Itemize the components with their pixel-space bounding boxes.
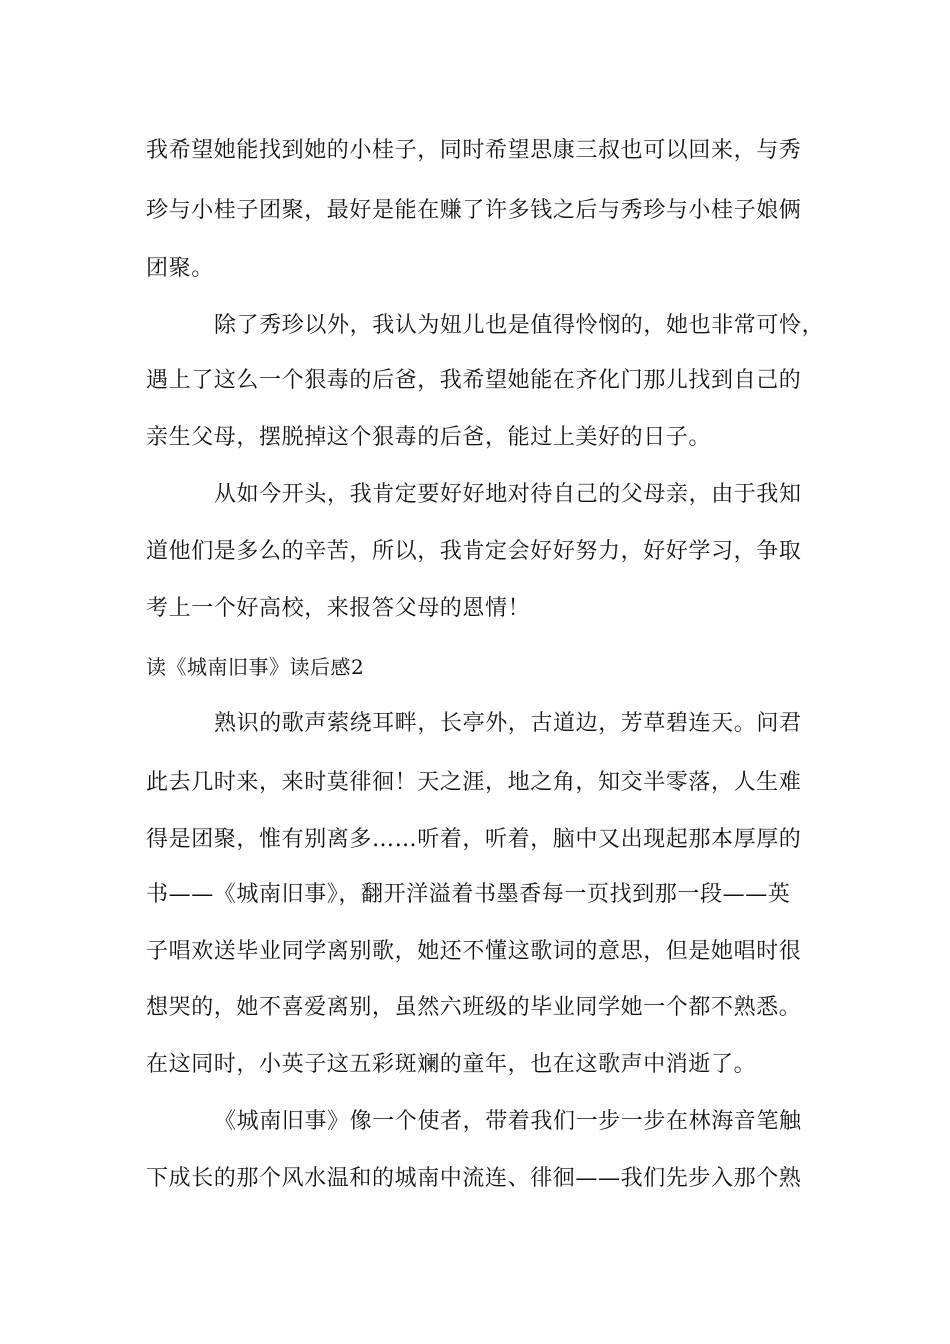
paragraph-line: 此去几时来，来时莫徘徊！天之涯，地之角，知交半零落，人生难 [146,770,802,795]
paragraph-line: 书——《城南旧事》，翻开洋溢着书墨香每一页找到那一段——英 [146,882,791,907]
paragraph-line: 团聚。 [146,256,214,281]
paragraph-line: 道他们是多么的辛苦，所以，我肯定会好好努力，好好学习，争取 [146,539,802,564]
paragraph-line: 我希望她能找到她的小桂子，同时希望思康三叔也可以回来，与秀 [146,138,802,163]
paragraph-line: 下成长的那个风水温和的城南中流连、徘徊——我们先步入那个熟 [146,1166,802,1191]
paragraph-line: 子唱欢送毕业同学离别歌，她还不懂这歌词的意思，但是她唱时很 [146,939,802,964]
paragraph-line: 考上一个好高校，来报答父母的恩情！ [146,596,531,621]
paragraph-line: 得是团聚，惟有别离多……听着，听着，脑中又出现起那本厚厚的 [146,827,802,852]
paragraph-line: 从如今开头，我肯定要好好地对待自己的父母亲，由于我知 [214,482,802,507]
paragraph-line: 《城南旧事》像一个使者，带着我们一步一步在林海音笔触 [214,1109,802,1134]
paragraph-line: 遇上了这么一个狠毒的后爸，我希望她能在齐化门那儿找到自己的 [146,368,802,393]
paragraph-line: 除了秀珍以外，我认为妞儿也是值得怜悯的，她也非常可怜， [214,313,825,338]
paragraph-line: 在这同时，小英子这五彩斑斓的童年，也在这歌声中消逝了。 [146,1052,757,1077]
paragraph-line: 想哭的，她不喜爱离别，虽然六班级的毕业同学她一个都不熟悉。 [146,995,802,1020]
paragraph-line: 珍与小桂子团聚，最好是能在赚了许多钱之后与秀珍与小桂子娘俩 [146,198,802,223]
section-heading: 读《城南旧事》读后感2 [146,655,365,679]
paragraph-line: 亲生父母，摆脱掉这个狠毒的后爸，能过上美好的日子。 [146,425,712,450]
paragraph-line: 熟识的歌声萦绕耳畔，长亭外，古道边，芳草碧连天。问君 [214,711,802,736]
